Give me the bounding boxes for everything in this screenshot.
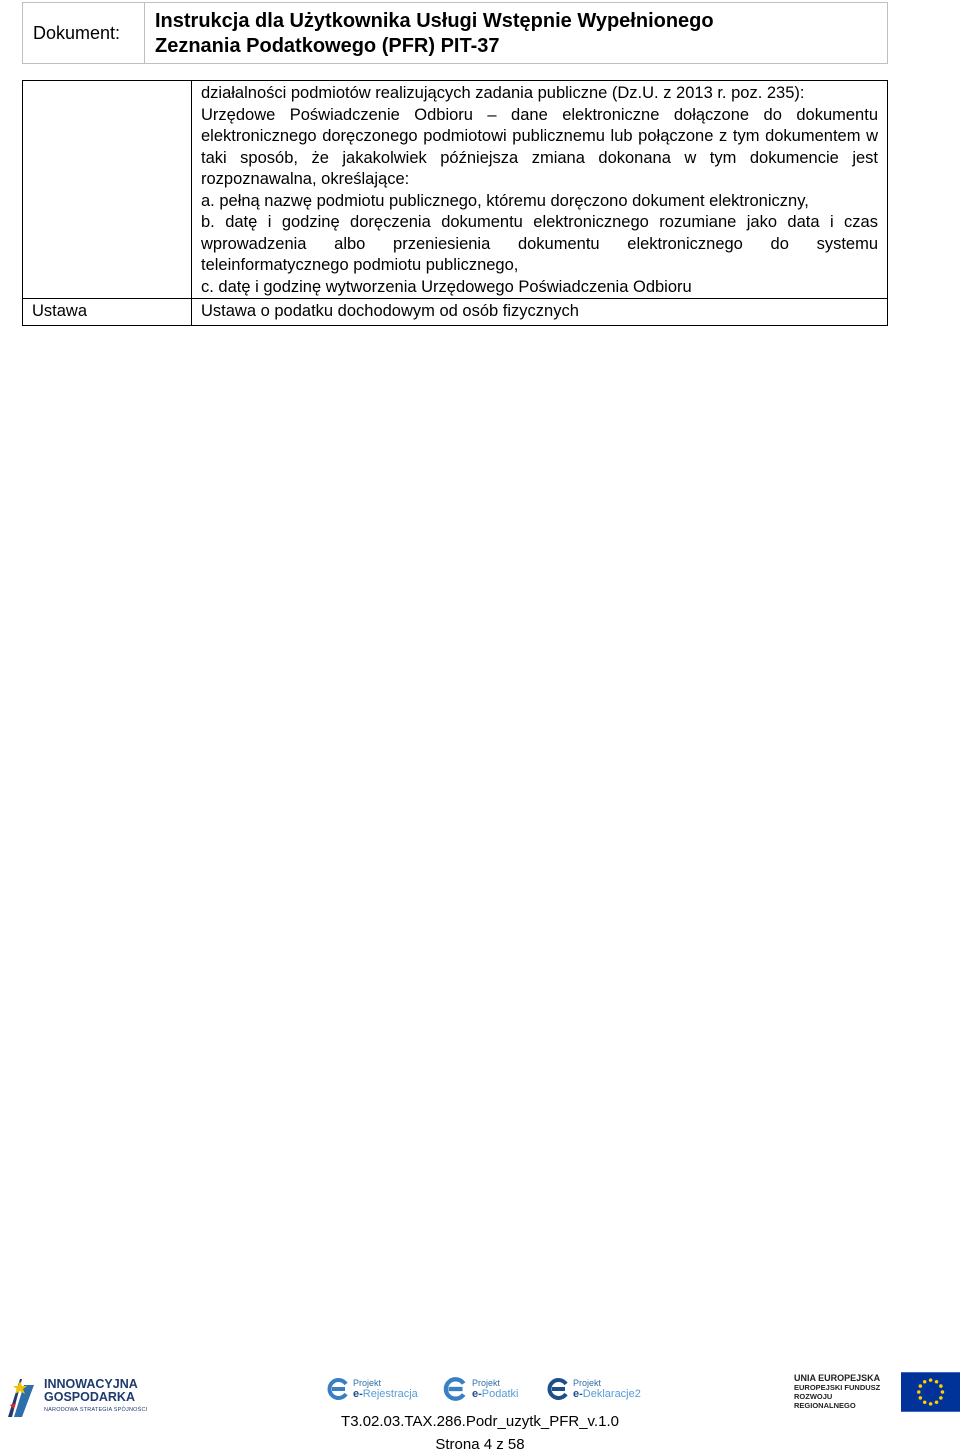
project-e-rejestracja-logo	[326, 1374, 418, 1404]
table-row	[23, 81, 888, 299]
project-prefix: e-	[472, 1388, 482, 1400]
project-label: Projekt	[472, 1378, 501, 1388]
glossary-table	[22, 80, 888, 326]
header-title-line1: Instrukcja dla Użytkownika Usługi Wstępnie Wypełnionego	[155, 10, 714, 32]
eu-line1: UNIA EUROPEJSKA	[794, 1373, 881, 1383]
project-name: Rejestracja	[362, 1388, 418, 1400]
definition-cell	[192, 81, 888, 299]
project-prefix: e-	[353, 1388, 363, 1400]
ig-text	[44, 1378, 147, 1417]
definition-paragraph: działalności podmiotów realizujących zadania publiczne (Dz.U. z 2013 r. poz. 235):	[201, 84, 805, 102]
project-name: Podatki	[481, 1388, 519, 1400]
document-header	[22, 2, 888, 64]
eu-flag-icon	[901, 1372, 960, 1412]
ig-line1: INNOWACYJNA	[44, 1376, 138, 1391]
project-label: Projekt	[573, 1378, 602, 1388]
definition-paragraph: a. pełną nazwę podmiotu publicznego, któremu doręczono dokument elektroniczny,	[201, 191, 809, 210]
definition-cell: Ustawa o podatku dochodowym od osób fizycznych	[192, 299, 888, 326]
term-cell	[23, 81, 192, 299]
page-number: Strona 4 z 58	[435, 1436, 525, 1453]
document-code: T3.02.03.TAX.286.Podr_uzytk_PFR_v.1.0	[341, 1413, 619, 1430]
header-title	[145, 3, 887, 63]
eu-erdf-logo	[794, 1372, 960, 1412]
term-cell: Ustawa	[23, 299, 192, 326]
definition-paragraph: Urzędowe Poświadczenie Odbioru – dane elektroniczne dołączone do dokumentu elektronicznego doręczonego podmiotowi publicznemu lub połączone z tym dokumentem w taki sposób, że jakakolwiek późniejsza zmiana dokonana w tym dokumencie jest rozpoznawalna, określające:	[201, 105, 878, 188]
project-name: Deklaracje2	[582, 1388, 641, 1400]
header-title-line2: Zeznania Podatkowego (PFR) PIT-37	[155, 35, 500, 57]
e-logo-icon	[546, 1376, 570, 1402]
definition-paragraph: c. datę i godzinę wytworzenia Urzędowego Poświadczenia Odbioru	[201, 277, 692, 296]
table-row	[23, 299, 888, 326]
project-prefix: e-	[573, 1388, 583, 1400]
header-label: Dokument:	[23, 3, 145, 63]
project-label: Projekt	[353, 1378, 382, 1388]
definition-paragraph: b. datę i godzinę doręczenia dokumentu elektronicznego rozumiane jako data i czas wprowadzenia albo przeniesienia dokumentu elektronicznego do systemu teleinformatycznego podmiotu publicznego,	[201, 213, 878, 274]
ig-line3: NARODOWA STRATEGIA SPÓJNOŚCI	[44, 1406, 148, 1413]
e-logo-icon	[441, 1375, 469, 1403]
eu-line3: ROZWOJU REGIONALNEGO	[794, 1392, 856, 1410]
eu-line2: EUROPEJSKI FUNDUSZ	[794, 1383, 881, 1392]
e-logo-icon	[326, 1376, 350, 1402]
project-e-deklaracje2-logo	[546, 1374, 641, 1404]
ig-line2: GOSPODARKA	[44, 1389, 135, 1404]
project-e-podatki-logo	[441, 1374, 518, 1404]
eu-text	[794, 1374, 895, 1410]
